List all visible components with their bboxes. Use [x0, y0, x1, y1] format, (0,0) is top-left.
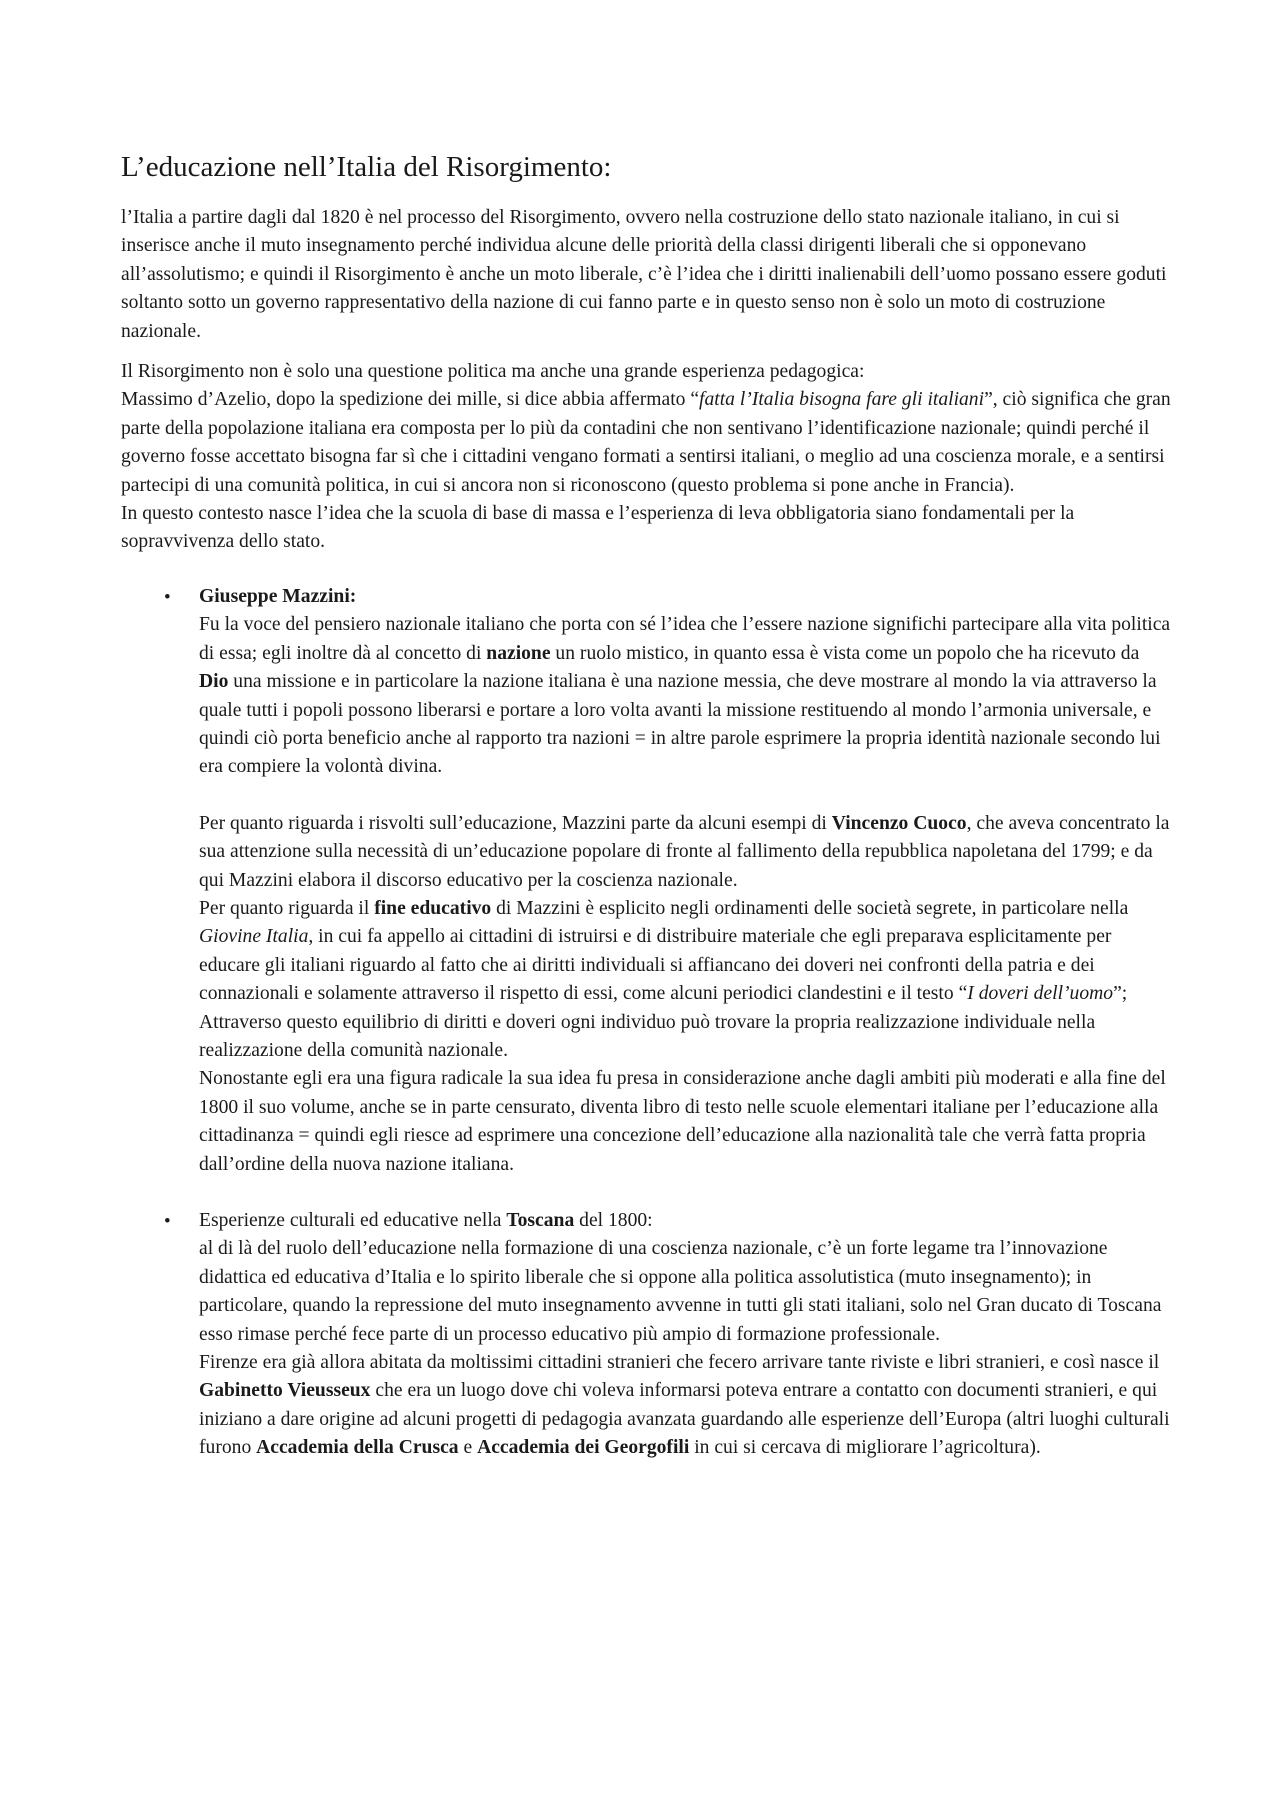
- term-accademia-crusca: Accademia della Crusca: [256, 1437, 459, 1459]
- intro-paragraph-1: l’Italia a partire dagli dal 1820 è nel processo del Risorgimento, ovvero nella costruzione dello stato nazionale italiano, in cui si inserisce anche il muto insegnamento perché individua alcune delle priorità della classi dirigenti liberali che si opponevano all’assolutismo; e quindi il Risorgimento è anche un moto liberale, c’è l’idea che i diritti inalienabili dell’uomo possano essere goduti soltanto sotto un governo rappresentativo della nazione di cui fanno parte e in questo senso non è solo un moto di costruzione nazionale.: [121, 207, 1167, 342]
- term-toscana: Toscana: [506, 1210, 575, 1231]
- mazzini-block-3: [199, 895, 1171, 1065]
- list-item-mazzini: [121, 583, 1171, 1179]
- azeglio-quote: fatta l’Italia bisogna fare gli italiani: [699, 389, 985, 411]
- list-item-toscana: [121, 1207, 1171, 1463]
- toscana-p1: al di là del ruolo dell’educazione nella formazione di una coscienza nazionale, c’è un forte legame tra l’innovazione didattica ed educativa d’Italia e lo spirito liberale che si oppone alla politica assolutistica (muto insegnamento); in particolare, quando la repressione del muto insegnamento avvenne in tutti gli stati italiani, solo nel Gran ducato di Toscana esso rimase perché fece parte di un processo educativo più ampio di formazione professionale.: [199, 1238, 1162, 1345]
- mazzini-block-2: [199, 810, 1171, 895]
- mazzini-p2-c: , che aveva concentrato la sua attenzione sulla necessità di un’educazione popolare di fronte al fallimento della repubblica napoletana del 1799; e da qui Mazzini elabora il discorso educativo per la coscienza nazionale.: [199, 812, 1170, 891]
- intro-p2-line1: Il Risorgimento non è solo una questione politica ma anche una grande esperienza pedagogica:: [121, 361, 865, 383]
- intro-p2-text-a: Massimo d’Azelio, dopo la spedizione dei mille, si dice abbia affermato “: [121, 389, 700, 411]
- mazzini-p2-a: Per quanto riguarda i risvolti sull’educazione, Mazzini parte da alcuni esempi di: [199, 812, 832, 834]
- mazzini-p1-d: una missione e in particolare la nazione italiana è una nazione messia, che deve mostrare al mondo la via attraverso la quale tutti i popoli possono liberarsi e portare a loro volta avanti la missione restituendo al mondo l’armonia universale, e quindi ciò porta beneficio anche al rapporto tra nazioni = in altre parole esprimere la propria identità nazionale secondo lui era compiere la volontà divina.: [199, 671, 1161, 778]
- mazzini-p1-c: un ruolo mistico, in quanto essa è vista come un popolo che ha ricevuto da: [550, 642, 1140, 664]
- mazzini-block-4: Nonostante egli era una figura radicale la sua idea fu presa in considerazione anche dagli ambiti più moderati e alla fine del 1800 il suo volume, anche se in parte censurato, diventa libro di testo nelle scuole elementari italiane per l’educazione alla cittadinanza = quindi egli riesce ad esprimere una concezione dell’educazione alla nazionalità tale che verrà fatta propria dall’ordine della nuova nazione italiana.: [199, 1068, 1166, 1175]
- bullet-icon: •: [164, 586, 171, 608]
- mazzini-p3-a: Per quanto riguarda il: [199, 897, 375, 919]
- toscana-p2-d: e: [458, 1437, 478, 1459]
- toscana-block-1: [199, 1207, 1171, 1349]
- term-dio: Dio: [199, 671, 229, 693]
- term-fine-educativo: fine educativo: [374, 897, 492, 919]
- toscana-block-2: [199, 1349, 1171, 1463]
- toscana-p2-e: in cui si cercava di migliorare l’agricoltura).: [689, 1437, 1041, 1459]
- toscana-heading-c: del 1800:: [574, 1210, 653, 1231]
- intro-paragraph-3: In questo contesto nasce l’idea che la scuola di base di massa e l’esperienza di leva obbligatoria siano fondamentali per la sopravvivenza dello stato.: [121, 503, 1075, 553]
- mazzini-heading: Giuseppe Mazzini:: [199, 585, 357, 607]
- mazzini-p1-a: Fu la voce del pensiero nazionale italiano che porta con sé l’idea che l’essere nazione significhi partecipare alla vita politica di essa; egli inoltre dà al concetto di: [199, 614, 1171, 664]
- toscana-p2-a: Firenze era già allora abitata da moltissimi cittadini stranieri che fecero arrivare tante riviste e libri stranieri, e così nasce il: [199, 1352, 1160, 1374]
- intro-p2-text-b: ”, ciò significa che gran parte della popolazione italiana era composta per lo più da contadini che non sentivano l’identificazione nazionale; quindi perché il governo fosse accettato bisogna far sì che i cittadini vengano formati a sentirsi italiani, o meglio ad una coscienza morale, e a sentirsi partecipi di una comunità politica, in cui si ancora non si riconoscono (questo problema si pone anche in Francia).: [121, 389, 1171, 496]
- mazzini-block-1: [199, 583, 1171, 782]
- mazzini-p3-d: , in cui fa appello ai cittadini di istruirsi e di distribuire materiale che egli preparava esplicitamente per educare gli italiani riguardo al fatto che ai diritti individuali si affiancano dei doveri nei confronti della patria e dei connazionali e solamente attraverso il rispetto di essi, come alcuni periodici clandestini e il testo “: [199, 926, 1112, 1005]
- title-doveri-uomo: I doveri dell’uomo: [967, 983, 1114, 1005]
- title-giovine-italia: Giovine Italia: [199, 926, 309, 948]
- mazzini-p3-c: di Mazzini è esplicito negli ordinamenti delle società segrete, in particolare nella: [491, 897, 1129, 919]
- toscana-heading-a: Esperienze culturali ed educative nella: [199, 1210, 507, 1231]
- term-nazione: nazione: [486, 642, 551, 664]
- intro-paragraph-2: [121, 358, 1171, 500]
- document-page: [121, 150, 1171, 1491]
- page-title: L’educazione nell’Italia del Risorgimento:: [121, 151, 612, 183]
- term-accademia-georgofili: Accademia dei Georgofili: [477, 1437, 690, 1459]
- paragraph-gap: [199, 782, 1171, 810]
- term-vincenzo-cuoco: Vincenzo Cuoco: [831, 812, 967, 834]
- bullet-list: [121, 583, 1171, 1463]
- toscana-p2-c: che era un luogo dove chi voleva informarsi poteva entrare a contatto con documenti stranieri, e qui iniziano a dare origine ad alcuni progetti di pedagogia avanzata guardando alle esperienze dell’Europa (altri luoghi culturali furono: [199, 1380, 1170, 1459]
- bullet-icon: •: [164, 1211, 171, 1232]
- term-gabinetto-vieusseux: Gabinetto Vieusseux: [199, 1380, 371, 1402]
- mazzini-p3-e: ”; Attraverso questo equilibrio di diritti e doveri ogni individuo può trovare la propria realizzazione individuale nella realizzazione della comunità nazionale.: [199, 983, 1128, 1061]
